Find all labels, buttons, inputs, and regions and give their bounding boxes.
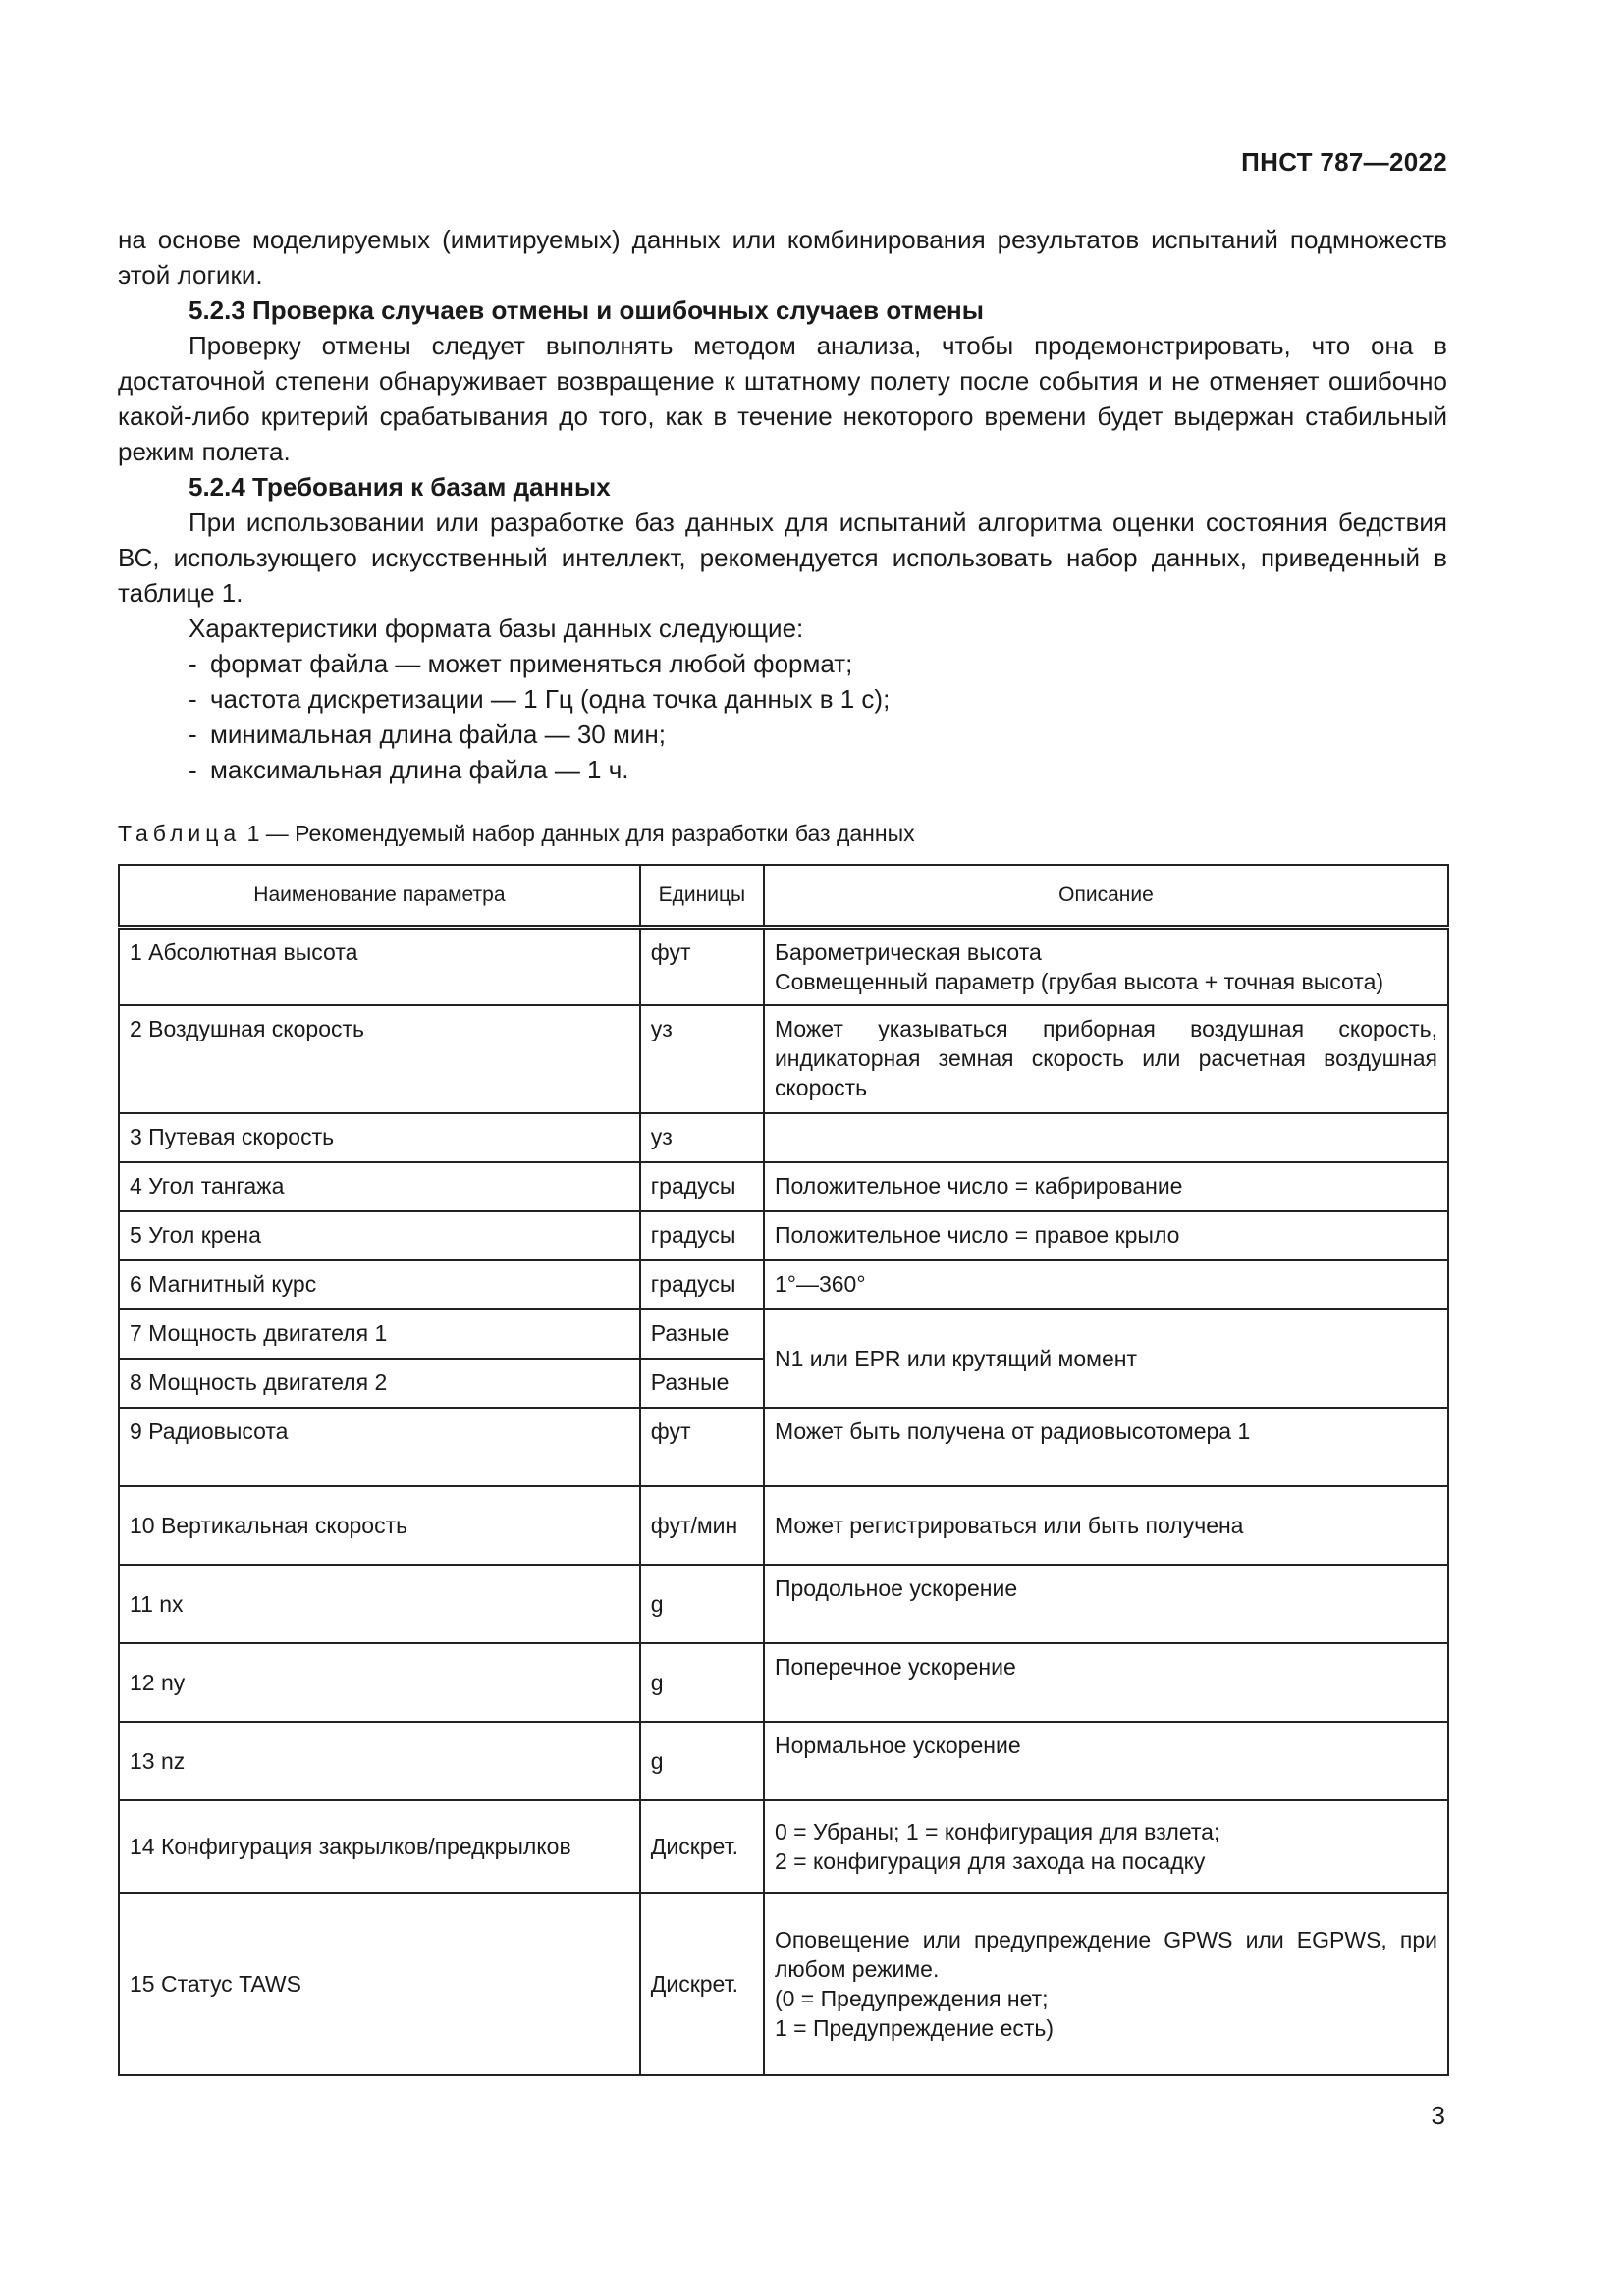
paragraph-format-intro: Характеристики формата базы данных следующие: [189, 614, 804, 643]
document-code: ПНСТ 787—2022 [1241, 147, 1447, 177]
table-header-row [119, 865, 1448, 928]
cell-unit: Разные [640, 1309, 764, 1359]
header-unit: Единицы [640, 865, 764, 928]
table-row [119, 1486, 1448, 1565]
cell-description: Барометрическая высота Совмещенный параметр (грубая высота + точная высота) [764, 928, 1448, 1006]
table-row [119, 1565, 1448, 1643]
paragraph-5-2-3: Проверку отмены следует выполнять методом анализа, чтобы продемонстрировать, что она в достаточной степени обнаруживает возвращение к штатному полету после события и не отменяет ошибочно какой-либо критерий срабатывания до того, как в течение некоторого времени будет выдержан стабильный режим полета. [118, 331, 1447, 466]
cell-unit: g [640, 1643, 764, 1722]
table-row [119, 1408, 1448, 1486]
table-row [119, 1211, 1448, 1260]
header-description: Описание [764, 865, 1448, 928]
cell-unit: Дискрет. [640, 1800, 764, 1893]
cell-param: 11 nx [119, 1565, 640, 1643]
list-item: - минимальная длина файла — 30 мин; [189, 720, 666, 749]
cell-param: 13 nz [119, 1722, 640, 1800]
cell-description: Положительное число = кабрирование [764, 1162, 1448, 1211]
cell-param: 15 Статус TAWS [119, 1893, 640, 2075]
table-row [119, 1893, 1448, 2075]
cell-param: 8 Мощность двигателя 2 [119, 1359, 640, 1408]
cell-unit: g [640, 1722, 764, 1800]
cell-description: Может быть получена от радиовысотомера 1 [764, 1408, 1448, 1486]
cell-description: Может указываться приборная воздушная скорость, индикаторная земная скорость или расчетная воздушная скорость [764, 1005, 1448, 1113]
paragraph-5-2-4: При использовании или разработке баз данных для испытаний алгоритма оценки состояния бедствия ВС, использующего искусственный интеллект, рекомендуется использовать набор данных, приведенный в таблице 1. [118, 507, 1447, 608]
cell-param: 12 ny [119, 1643, 640, 1722]
cell-unit: фут/мин [640, 1486, 764, 1565]
list-item: - максимальная длина файла — 1 ч. [189, 755, 629, 784]
table-caption-text: 1 — Рекомендуемый набор данных для разработки баз данных [246, 821, 915, 846]
cell-param: 7 Мощность двигателя 1 [119, 1309, 640, 1359]
paragraph-continuation: на основе моделируемых (имитируемых) данных или комбинирования результатов испытаний подмножеств этой логики. [118, 225, 1447, 290]
table-caption [118, 821, 915, 847]
cell-description: Нормальное ускорение [764, 1722, 1448, 1800]
cell-param: 5 Угол крена [119, 1211, 640, 1260]
cell-unit: фут [640, 928, 764, 1006]
cell-unit: уз [640, 1005, 764, 1113]
cell-description: Поперечное ускорение [764, 1643, 1448, 1722]
cell-param: 9 Радиовысота [119, 1408, 640, 1486]
table-row [119, 1722, 1448, 1800]
cell-description: N1 или EPR или крутящий момент [764, 1309, 1448, 1408]
cell-unit: уз [640, 1113, 764, 1162]
table-caption-word: Таблица [118, 821, 242, 846]
cell-unit: Дискрет. [640, 1893, 764, 2075]
body-text [118, 222, 1447, 787]
cell-description: Положительное число = правое крыло [764, 1211, 1448, 1260]
cell-param: 6 Магнитный курс [119, 1260, 640, 1309]
section-heading-5-2-4: 5.2.4 Требования к базам данных [189, 472, 611, 502]
section-heading-5-2-3: 5.2.3 Проверка случаев отмены и ошибочных случаев отмены [189, 295, 984, 325]
cell-description: 0 = Убраны; 1 = конфигурация для взлета; 2 = конфигурация для захода на посадку [764, 1800, 1448, 1893]
table-row [119, 1113, 1448, 1162]
table-row [119, 928, 1448, 1006]
table-row [119, 1005, 1448, 1113]
header-param: Наименование параметра [119, 865, 640, 928]
page-number: 3 [1431, 2101, 1445, 2130]
table-row [119, 1800, 1448, 1893]
cell-param: 1 Абсолютная высота [119, 928, 640, 1006]
data-table [118, 864, 1449, 2076]
cell-param: 10 Вертикальная скорость [119, 1486, 640, 1565]
list-item: - формат файла — может применяться любой формат; [189, 649, 853, 678]
cell-param: 2 Воздушная скорость [119, 1005, 640, 1113]
cell-description: Продольное ускорение [764, 1565, 1448, 1643]
cell-unit: фут [640, 1408, 764, 1486]
table-row [119, 1260, 1448, 1309]
cell-param: 3 Путевая скорость [119, 1113, 640, 1162]
cell-param: 14 Конфигурация закрылков/предкрылков [119, 1800, 640, 1893]
cell-description [764, 1113, 1448, 1162]
cell-unit: градусы [640, 1211, 764, 1260]
cell-description: 1°—360° [764, 1260, 1448, 1309]
cell-description: Может регистрироваться или быть получена [764, 1486, 1448, 1565]
cell-param: 4 Угол тангажа [119, 1162, 640, 1211]
list-item: - частота дискретизации — 1 Гц (одна точка данных в 1 с); [189, 684, 891, 714]
table-row [119, 1162, 1448, 1211]
cell-unit: Разные [640, 1359, 764, 1408]
cell-unit: градусы [640, 1162, 764, 1211]
cell-description: Оповещение или предупреждение GPWS или EGPWS, при любом режиме. (0 = Предупреждения нет; 1 = Предупреждение есть) [764, 1893, 1448, 2075]
cell-unit: градусы [640, 1260, 764, 1309]
cell-unit: g [640, 1565, 764, 1643]
table-row [119, 1643, 1448, 1722]
table-row [119, 1309, 1448, 1359]
format-list [118, 646, 1447, 787]
